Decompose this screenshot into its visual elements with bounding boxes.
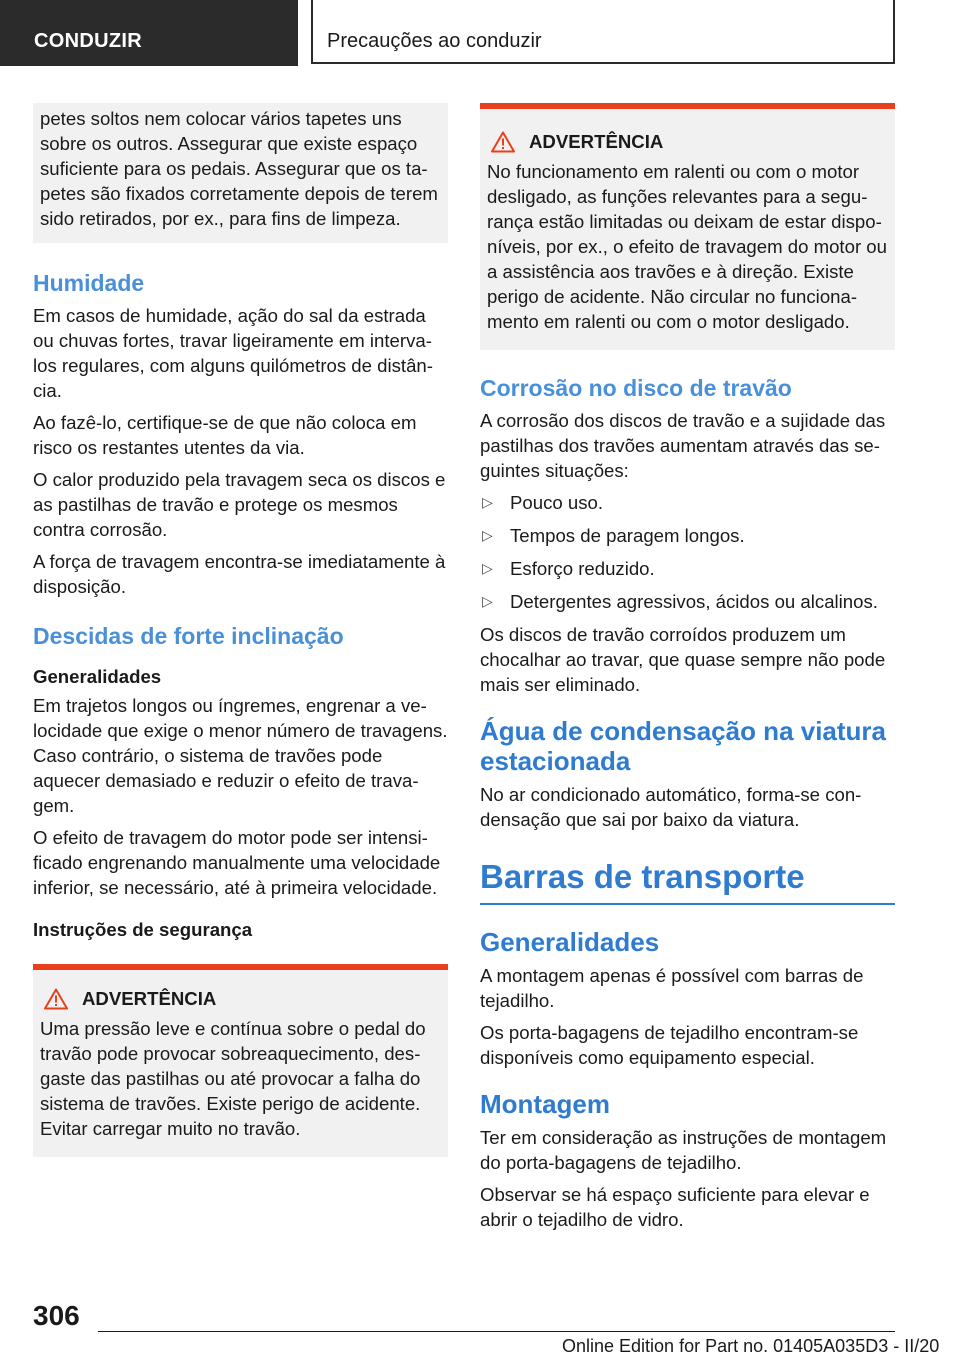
footer-edition-text: Online Edition for Part no. 01405A035D3 - II/20 xyxy=(562,1336,940,1356)
warning-title: ADVERTÊNCIA xyxy=(529,131,664,152)
list-item: ▷ Esforço reduzido. xyxy=(482,558,655,579)
corrosao-p1: A corrosão dos discos de travão e a sujidade das pastilhas dos travões aumentam através das seguintes situações: xyxy=(480,410,886,481)
montagem-heading: Montagem xyxy=(480,1089,610,1119)
generalidades-subheading: Generalidades xyxy=(33,666,162,687)
header-title: Precauções ao conduzir xyxy=(311,0,895,64)
continued-note-box xyxy=(33,103,448,243)
humidade-p2: Ao fazê-lo, certifique-se de que não coloca em risco os restantes utentes da via. xyxy=(33,412,417,458)
section-tab: CONDUZIR xyxy=(0,0,298,66)
montagem-p2: Observar se há espaço suficiente para elevar e abrir o tejadilho de vidro. xyxy=(480,1184,870,1230)
warning-text: No funcionamento em ralenti ou com o motor desligado, as funções relevantes para a segurança estão limitadas ou deixam de estar disponíveis, por ex., o efeito de travagem do motor ou a assistência aos travões e à direção. Existe perigo de acidente. Não circular no funcionamento em ralenti ou com o motor desligado. xyxy=(487,161,887,332)
triangle-bullet-icon: ▷ xyxy=(482,593,493,609)
descidas-heading: Descidas de forte inclinação xyxy=(33,623,344,649)
list-item: ▷ Tempos de paragem longos. xyxy=(482,525,745,546)
montagem-p1: Ter em consideração as instruções de montagem do porta-bagagens de tejadilho. xyxy=(480,1127,887,1173)
corrosao-list xyxy=(480,490,895,614)
agua-p1: No ar condicionado automático, forma-se condensação que sai por baixo da viatura. xyxy=(480,784,862,830)
triangle-bullet-icon: ▷ xyxy=(482,560,493,576)
footer-divider xyxy=(98,1331,895,1332)
page-number: 306 xyxy=(33,1300,80,1331)
triangle-bullet-icon: ▷ xyxy=(482,494,493,510)
left-column xyxy=(33,103,448,1157)
generalidades-p2: Os porta-bagagens de tejadilho encontram-se disponíveis como equipamento especial. xyxy=(480,1022,859,1068)
warning-text: Uma pressão leve e contínua sobre o pedal do travão pode provocar sobreaquecimento, desgaste das pastilhas ou até provocar a falha do sistema de travões. Existe perigo de acidente. Evitar carregar muito no travão. xyxy=(40,1018,426,1139)
descidas-p2: O efeito de travagem do motor pode ser intensificado engrenando manualmente uma velocidade inferior, se necessário, até à primeira velocidade. xyxy=(33,827,441,898)
warning-title: ADVERTÊNCIA xyxy=(82,988,217,1009)
humidade-p1: Em casos de humidade, ação do sal da estrada ou chuvas fortes, travar ligeiramente em intervalos regulares, com alguns quilómetros de distância. xyxy=(33,305,433,401)
corrosao-heading: Corrosão no disco de travão xyxy=(480,375,792,401)
warning-box-idle xyxy=(480,103,895,350)
list-item: ▷ Detergentes agressivos, ácidos ou alcalinos. xyxy=(482,591,878,612)
generalidades-p1: A montagem apenas é possível com barras de tejadilho. xyxy=(480,965,864,1011)
seguranca-subheading: Instruções de segurança xyxy=(33,919,253,940)
agua-heading: Água de condensação na viatura estacionada xyxy=(480,716,887,776)
right-column xyxy=(480,103,895,1239)
warning-box-brake xyxy=(33,964,448,1157)
humidade-heading: Humidade xyxy=(33,270,145,296)
warning-triangle-icon xyxy=(491,131,515,153)
warning-header xyxy=(40,988,441,1010)
descidas-p1: Em trajetos longos ou íngremes, engrenar a velocidade que exige o menor número de travagens. Caso contrário, o sistema de travões pode aquecer demasiado e reduzir o efeito de travagem. xyxy=(33,695,448,816)
chapter-title: Barras de transporte xyxy=(480,857,895,905)
warning-header xyxy=(487,131,888,153)
generalidades-heading: Generalidades xyxy=(480,927,660,957)
humidade-p3: O calor produzido pela travagem seca os discos e as pastilhas de travão e protege os mesmos contra corrosão. xyxy=(33,469,446,540)
page-header xyxy=(0,0,960,66)
list-item: ▷ Pouco uso. xyxy=(482,492,604,513)
corrosao-p2: Os discos de travão corroídos produzem um chocalhar ao travar, que quase sempre não pode mais ser eliminado. xyxy=(480,624,886,695)
warning-triangle-icon xyxy=(44,988,68,1010)
humidade-p4: A força de travagem encontra-se imediatamente à disposição. xyxy=(33,551,446,597)
box-text: petes soltos nem colocar vários tapetes uns sobre os outros. Assegurar que existe espaço suficiente para os pedais. Assegurar que os tapetes são fixados corretamente depois de terem sido retirados, por ex., para fins de limpeza. xyxy=(40,108,438,229)
triangle-bullet-icon: ▷ xyxy=(482,527,493,543)
